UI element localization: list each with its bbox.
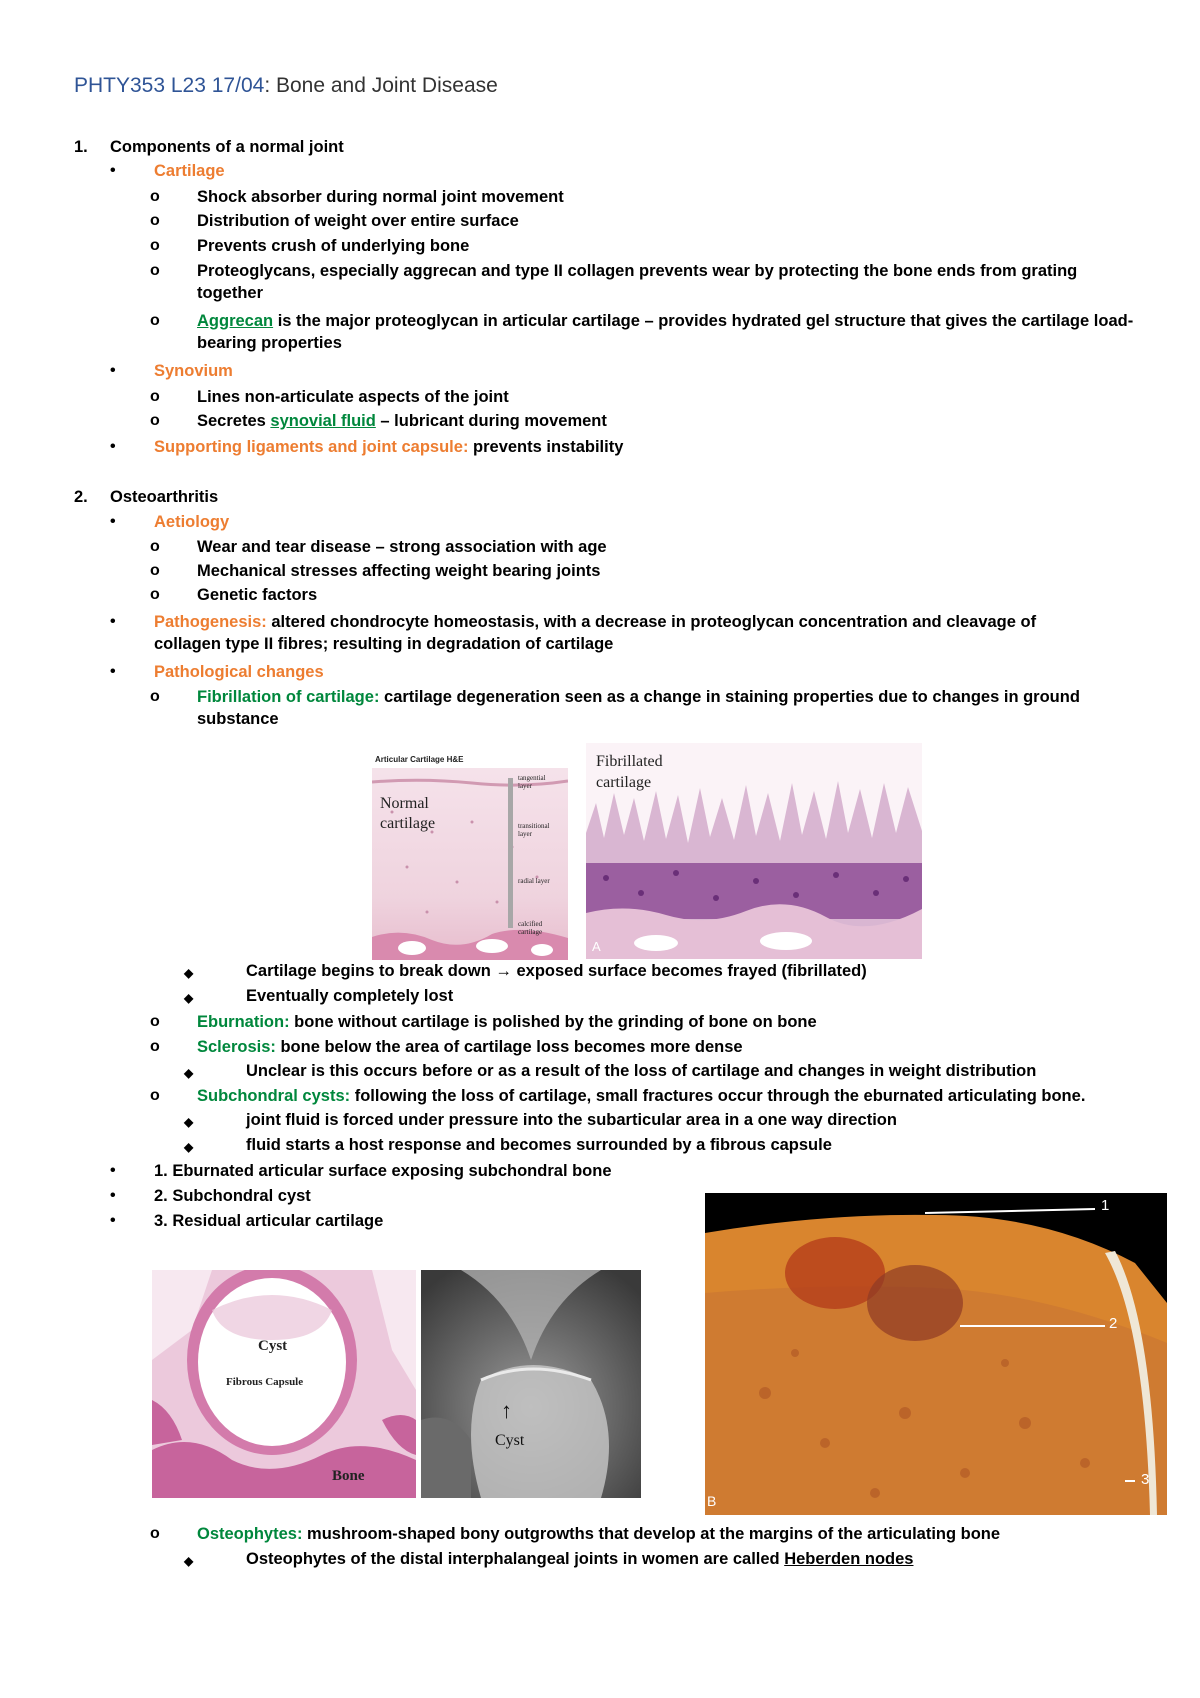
section-heading: Osteoarthritis: [110, 488, 219, 506]
layer-label: calcified cartilage: [518, 920, 543, 936]
legend-item: 3. Residual articular cartilage: [154, 1212, 384, 1230]
circle-marker: o: [150, 586, 160, 603]
heberden-nodes-term: Heberden nodes: [784, 1550, 914, 1568]
list-item: Supporting ligaments and joint capsule: prevents instability: [154, 438, 624, 456]
pointer-label: 2: [1109, 1315, 1118, 1332]
osteophytes-term: Osteophytes:: [197, 1525, 303, 1543]
fibrillation-term: Fibrillation of cartilage:: [197, 688, 380, 706]
title-text: Bone and Joint Disease: [270, 74, 498, 97]
list-item: Aggrecan is the major proteoglycan in articular cartilage – provides hydrated gel structure that gives the cartilage load-bearing properties: [197, 312, 1134, 352]
cyst-label: Cyst: [258, 1338, 288, 1354]
bullet-marker: •: [110, 1162, 116, 1179]
bullet-marker: •: [110, 663, 116, 680]
fibrillated-cartilage-label: Fibrillated cartilage: [596, 753, 663, 791]
list-item: Osteophytes of the distal interphalangeal joints in women are called Heberden nodes: [246, 1550, 914, 1568]
layer-label: tangential layer: [518, 774, 546, 790]
section-number: 2.: [74, 488, 88, 506]
figure-header: Articular Cartilage H&E: [375, 755, 464, 764]
gross-specimen-image: [705, 1193, 1167, 1515]
circle-marker: o: [150, 1013, 160, 1030]
list-item: Subchondral cysts: following the loss of cartilage, small fractures occur through the eburnated articulating bone.: [197, 1087, 1086, 1105]
diamond-marker: ◆: [184, 1066, 194, 1080]
xray-image: [421, 1270, 641, 1498]
diamond-marker: ◆: [184, 1115, 194, 1129]
diamond-marker: ◆: [184, 966, 194, 980]
circle-marker: o: [150, 188, 160, 205]
list-item: Fibrillation of cartilage: cartilage degeneration seen as a change in staining properties due to changes in ground substance: [197, 688, 1080, 728]
page-title: PHTY353 L23 17/04: Bone and Joint Disease: [74, 74, 498, 97]
list-item: Secretes synovial fluid – lubricant during movement: [197, 412, 607, 430]
circle-marker: o: [150, 262, 160, 279]
xray-cyst-label: Cyst: [495, 1432, 525, 1449]
bullet-marker: •: [110, 613, 116, 630]
fibrous-capsule-label: Fibrous Capsule: [226, 1376, 304, 1388]
eburnation-term: Eburnation:: [197, 1013, 290, 1031]
list-item: Genetic factors: [197, 586, 318, 604]
circle-marker: o: [150, 1038, 160, 1055]
figure-corner-letter: A: [592, 939, 601, 954]
subchondral-cysts-term: Subchondral cysts:: [197, 1087, 351, 1105]
bullet-marker: •: [110, 513, 116, 530]
circle-marker: o: [150, 412, 160, 429]
normal-cartilage-image: [372, 752, 568, 960]
fibrillated-cartilage-image: [586, 743, 922, 959]
list-item: fluid starts a host response and becomes surrounded by a fibrous capsule: [246, 1136, 832, 1154]
sclerosis-term: Sclerosis:: [197, 1038, 276, 1056]
circle-marker: o: [150, 688, 160, 705]
pointer-label: 1: [1101, 1197, 1110, 1214]
pathogenesis-label: Pathogenesis:: [154, 613, 267, 631]
list-item: Prevents crush of underlying bone: [197, 237, 470, 255]
list-item: Distribution of weight over entire surface: [197, 212, 519, 230]
diamond-marker: ◆: [184, 1140, 194, 1154]
circle-marker: o: [150, 538, 160, 555]
list-item: Sclerosis: bone below the area of cartilage loss becomes more dense: [197, 1038, 743, 1056]
section-number: 1.: [74, 138, 88, 156]
bullet-marker: •: [110, 162, 116, 179]
bullet-marker: •: [110, 362, 116, 379]
bullet-marker: •: [110, 1187, 116, 1204]
pathological-changes-label: Pathological changes: [154, 663, 324, 681]
list-item: Eventually completely lost: [246, 987, 454, 1005]
figure-corner-letter: B: [707, 1493, 717, 1509]
legend-item: 2. Subchondral cyst: [154, 1187, 311, 1205]
support-label: Supporting ligaments and joint capsule:: [154, 438, 469, 456]
aetiology-label: Aetiology: [154, 513, 230, 531]
section-heading: Components of a normal joint: [110, 138, 344, 156]
course-code: PHTY353 L23 17/04: [74, 74, 265, 97]
synovial-fluid-term: synovial fluid: [270, 412, 376, 430]
circle-marker: o: [150, 312, 160, 329]
list-item: Wear and tear disease – strong association with age: [197, 538, 607, 556]
circle-marker: o: [150, 388, 160, 405]
list-item: joint fluid is forced under pressure into the subarticular area in a one way direction: [246, 1111, 897, 1129]
aggrecan-term: Aggrecan: [197, 312, 274, 330]
layer-label: transitional layer: [518, 822, 550, 838]
list-item: Eburnation: bone without cartilage is polished by the grinding of bone on bone: [197, 1013, 817, 1031]
cyst-histology-image: [152, 1270, 416, 1498]
layer-label: radial layer: [518, 877, 550, 885]
list-item: Unclear is this occurs before or as a result of the loss of cartilage and changes in weight distribution: [246, 1062, 1037, 1080]
list-item: Pathogenesis: altered chondrocyte homeostasis, with a decrease in proteoglycan concentration and cleavage of collagen type II fibres; resulting in degradation of cartilage: [154, 613, 1037, 653]
circle-marker: o: [150, 212, 160, 229]
legend-item: 1. Eburnated articular surface exposing subchondral bone: [154, 1162, 612, 1180]
pointer-label: 3: [1141, 1471, 1150, 1488]
synovium-label: Synovium: [154, 362, 233, 380]
normal-cartilage-label: Normal cartilage: [380, 795, 436, 832]
list-item: Osteophytes: mushroom-shaped bony outgrowths that develop at the margins of the articulating bone: [197, 1525, 1001, 1543]
arrow-icon: ↑: [501, 1398, 512, 1423]
circle-marker: o: [150, 562, 160, 579]
diamond-marker: ◆: [184, 991, 194, 1005]
bullet-marker: •: [110, 1212, 116, 1229]
circle-marker: o: [150, 1087, 160, 1104]
circle-marker: o: [150, 237, 160, 254]
bone-label: Bone: [332, 1468, 365, 1484]
list-item: Proteoglycans, especially aggrecan and type II collagen prevents wear by protecting the bone ends from grating together: [197, 262, 1078, 302]
diamond-marker: ◆: [184, 1554, 194, 1568]
list-item: Mechanical stresses affecting weight bearing joints: [197, 562, 601, 580]
bullet-marker: •: [110, 438, 116, 455]
cartilage-label: Cartilage: [154, 162, 225, 180]
list-item: Cartilage begins to break down → exposed surface becomes frayed (fibrillated): [246, 962, 867, 980]
list-item: Lines non-articulate aspects of the joint: [197, 388, 509, 406]
list-item: Shock absorber during normal joint movement: [197, 188, 564, 206]
circle-marker: o: [150, 1525, 160, 1542]
